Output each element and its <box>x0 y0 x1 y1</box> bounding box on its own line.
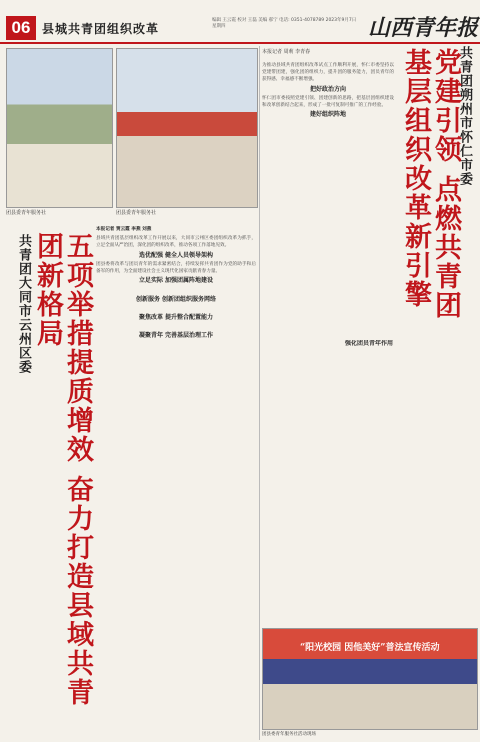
left-subhead: 创新服务 创新团组织服务网络 <box>135 295 217 303</box>
header-rule <box>0 42 480 44</box>
right-subhead: 强化团员青年作用 <box>344 340 393 347</box>
left-article-byline: 本报记者 贾云霞 李燕 刘燕 <box>96 227 152 232</box>
right-subhead: 建好组织阵地 <box>309 111 346 119</box>
photo-caption-bottom: 团县委青年服务社活动现场 <box>262 732 316 737</box>
page-header <box>0 0 480 44</box>
editor-info: 编辑 王云霞 校对 王磊 美编 郝宁 电话: 0351-4078789 2023年9月7日 星期四 <box>212 18 357 29</box>
left-paragraph: 团县委将改革与团员青年的需求紧密结合，持续发挥共青团作为党的助手和后备军的作用，为全面建设社会主义现代化国家贡献青春力量。 <box>96 261 256 275</box>
right-paragraph: 怀仁团市委按照党建引领、团建创新的思路，把基层团组织建设和改革创新结合起来，形成了一批可复制可推广的工作经验。 <box>262 95 394 109</box>
photo-caption-left: 团县委青年服务社 <box>6 210 47 216</box>
right-subhead: 把好政治方向 <box>309 85 346 93</box>
event-banner-text: “阳光校园 因他美好”普法宣传活动 <box>300 643 440 653</box>
photo-youth-group <box>6 48 113 208</box>
newspaper-masthead: 山西青年报 <box>368 15 479 41</box>
column-divider <box>259 46 260 740</box>
left-paragraph: 县域共青团基层组织改革工作开展以来，大同市云州区委团组织改革为抓手，立足全面从严治团，深化团的组织改革，推动各项工作落地见效。 <box>96 236 256 249</box>
photo-service-event <box>116 48 258 208</box>
right-article-headline: 党建引领 点燃共青团基层组织改革新引擎 <box>400 48 461 321</box>
right-paragraph: 为推动县域共青团组织改革试点工作顺利开展，怀仁市委坚持以党建带团建，强化团的组织力，提升团的服务能力，团员青年的获得感、幸福感不断增强。 <box>262 63 394 83</box>
left-article-kicker: 共青团大同市云州区委 <box>16 234 31 374</box>
section-title: 县城共青团组织改革 <box>42 22 160 36</box>
left-subhead: 凝聚青年 完善基层治理工作 <box>138 332 214 340</box>
right-article-byline: 本报记者 周莉 李青春 <box>262 49 311 55</box>
page-number: 06 <box>6 16 36 40</box>
right-article-kicker: 共青团朔州市怀仁市委 <box>457 46 472 186</box>
photo-caption-right: 团县委青年服务社 <box>116 210 157 216</box>
left-article-headline: 五项举措提质增效 奋力打造县域共青团新格局 <box>32 232 93 708</box>
left-article-body <box>96 226 256 340</box>
left-subhead: 聚焦改革 提升整合配置能力 <box>138 314 214 322</box>
right-article-body-lower <box>262 340 476 347</box>
left-subhead: 立足实际 加强团属阵地建设 <box>138 277 214 285</box>
left-subhead: 选优配强 健全人员领导架构 <box>138 251 214 259</box>
right-article-body <box>262 60 394 118</box>
